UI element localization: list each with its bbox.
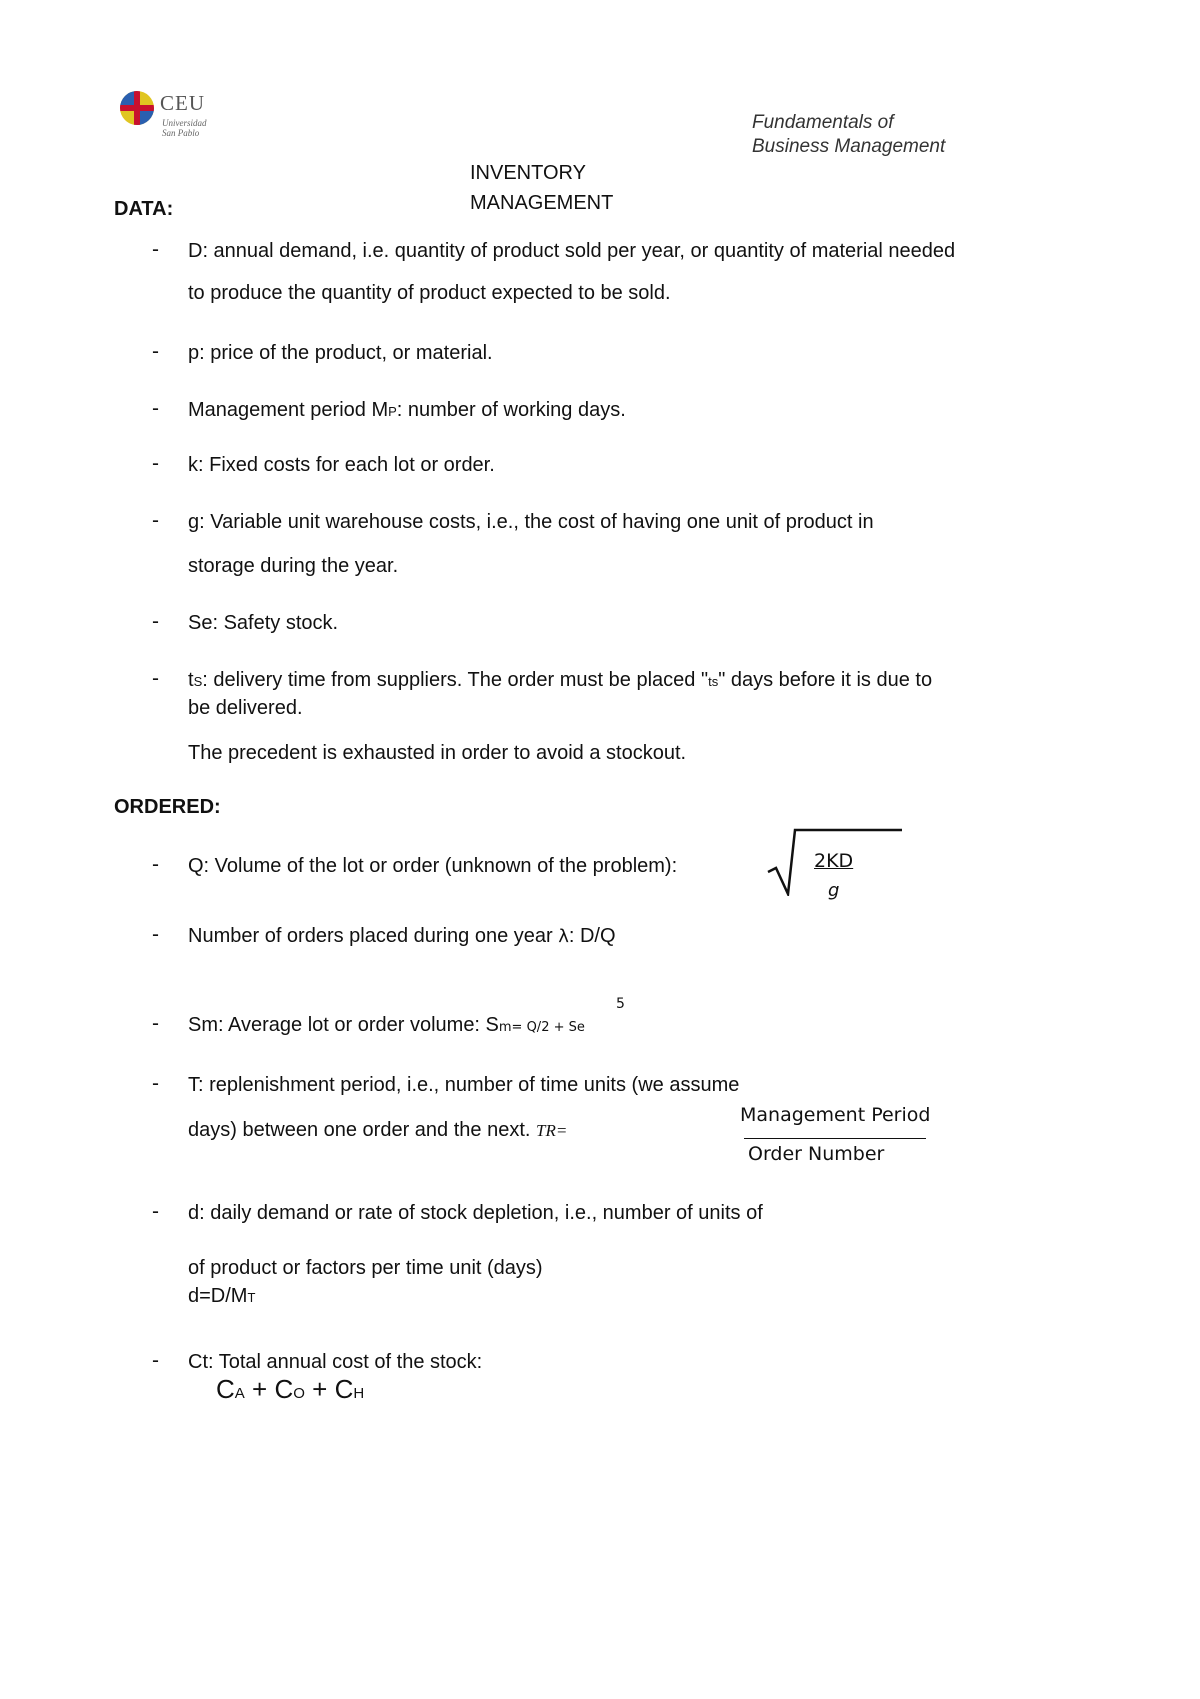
daily-demand-formula: d=D/MT <box>188 1285 256 1307</box>
bullet-dash: - <box>152 853 159 876</box>
item-warehouse-costs-line1: g: Variable unit warehouse costs, i.e., the cost of having one unit of product in <box>188 511 874 533</box>
page-title <box>470 158 613 218</box>
item-demand-line1: D: annual demand, i.e. quantity of product sold per year, or quantity of material needed <box>188 240 956 262</box>
eoq-denominator: g <box>828 880 840 901</box>
bullet-dash: - <box>152 923 159 946</box>
item-replenishment-line1: T: replenishment period, i.e., number of time units (we assume <box>188 1074 740 1096</box>
item-delivery-time: tS: delivery time from suppliers. The order must be placed "ts" days before it is due to <box>188 669 933 691</box>
item-delivery-time-line2: be delivered. <box>188 697 303 719</box>
item-demand-line2: to produce the quantity of product expected to be sold. <box>188 282 671 304</box>
bullet-dash: - <box>152 667 159 690</box>
item-replenishment-line2: days) between one order and the next. TR= <box>188 1119 568 1141</box>
item-daily-demand-line1: d: daily demand or rate of stock depletion, i.e., number of units of <box>188 1202 763 1224</box>
item-management-period: Management period MP: number of working days. <box>188 399 626 421</box>
course-header <box>752 111 945 159</box>
precedent-note: The precedent is exhausted in order to avoid a stockout. <box>188 742 687 764</box>
logo-wordmark: CEU <box>160 91 205 115</box>
bullet-dash: - <box>152 1200 159 1223</box>
item-safety-stock: Se: Safety stock. <box>188 612 339 634</box>
item-average-volume: Sm: Average lot or order volume: Sm= Q/2 + Se <box>188 1014 585 1036</box>
bullet-dash: - <box>152 1012 159 1035</box>
bullet-dash: - <box>152 610 159 633</box>
page-title-line2: MANAGEMENT <box>470 192 614 214</box>
bullet-dash: - <box>152 509 159 532</box>
bullet-dash: - <box>152 340 159 363</box>
eoq-numerator: 2KD <box>814 850 854 872</box>
item-fixed-costs: k: Fixed costs for each lot or order. <box>188 454 495 476</box>
item-daily-demand-line2: of product or factors per time unit (days) <box>188 1257 543 1279</box>
course-header-line2: Business Management <box>752 136 946 157</box>
bullet-dash: - <box>152 1072 159 1095</box>
replenishment-numerator: Management Period <box>740 1104 931 1126</box>
superscript-five: 5 <box>616 996 625 1012</box>
ceu-logo <box>120 91 230 143</box>
cross-emblem-icon <box>120 91 154 125</box>
ordered-heading: ORDERED: <box>114 796 221 818</box>
item-warehouse-costs-line2: storage during the year. <box>188 555 399 577</box>
bullet-dash: - <box>152 1349 159 1372</box>
data-heading: DATA: <box>114 198 174 220</box>
bullet-dash: - <box>152 397 159 420</box>
item-orders-per-year: Number of orders placed during one year λ: D/Q <box>188 925 616 947</box>
logo-subtitle: Universidad San Pablo <box>162 118 207 138</box>
total-cost-formula: CA + CO + CH <box>216 1374 365 1404</box>
replenishment-denominator: Order Number <box>748 1143 885 1165</box>
fraction-bar <box>744 1138 926 1139</box>
bullet-dash: - <box>152 452 159 475</box>
item-order-volume: Q: Volume of the lot or order (unknown of the problem): <box>188 855 678 877</box>
page-title-line1: INVENTORY <box>470 162 586 184</box>
item-total-cost: Ct: Total annual cost of the stock: <box>188 1351 483 1373</box>
item-price: p: price of the product, or material. <box>188 342 493 364</box>
bullet-dash: - <box>152 238 159 261</box>
course-header-line1: Fundamentals of <box>752 112 894 133</box>
